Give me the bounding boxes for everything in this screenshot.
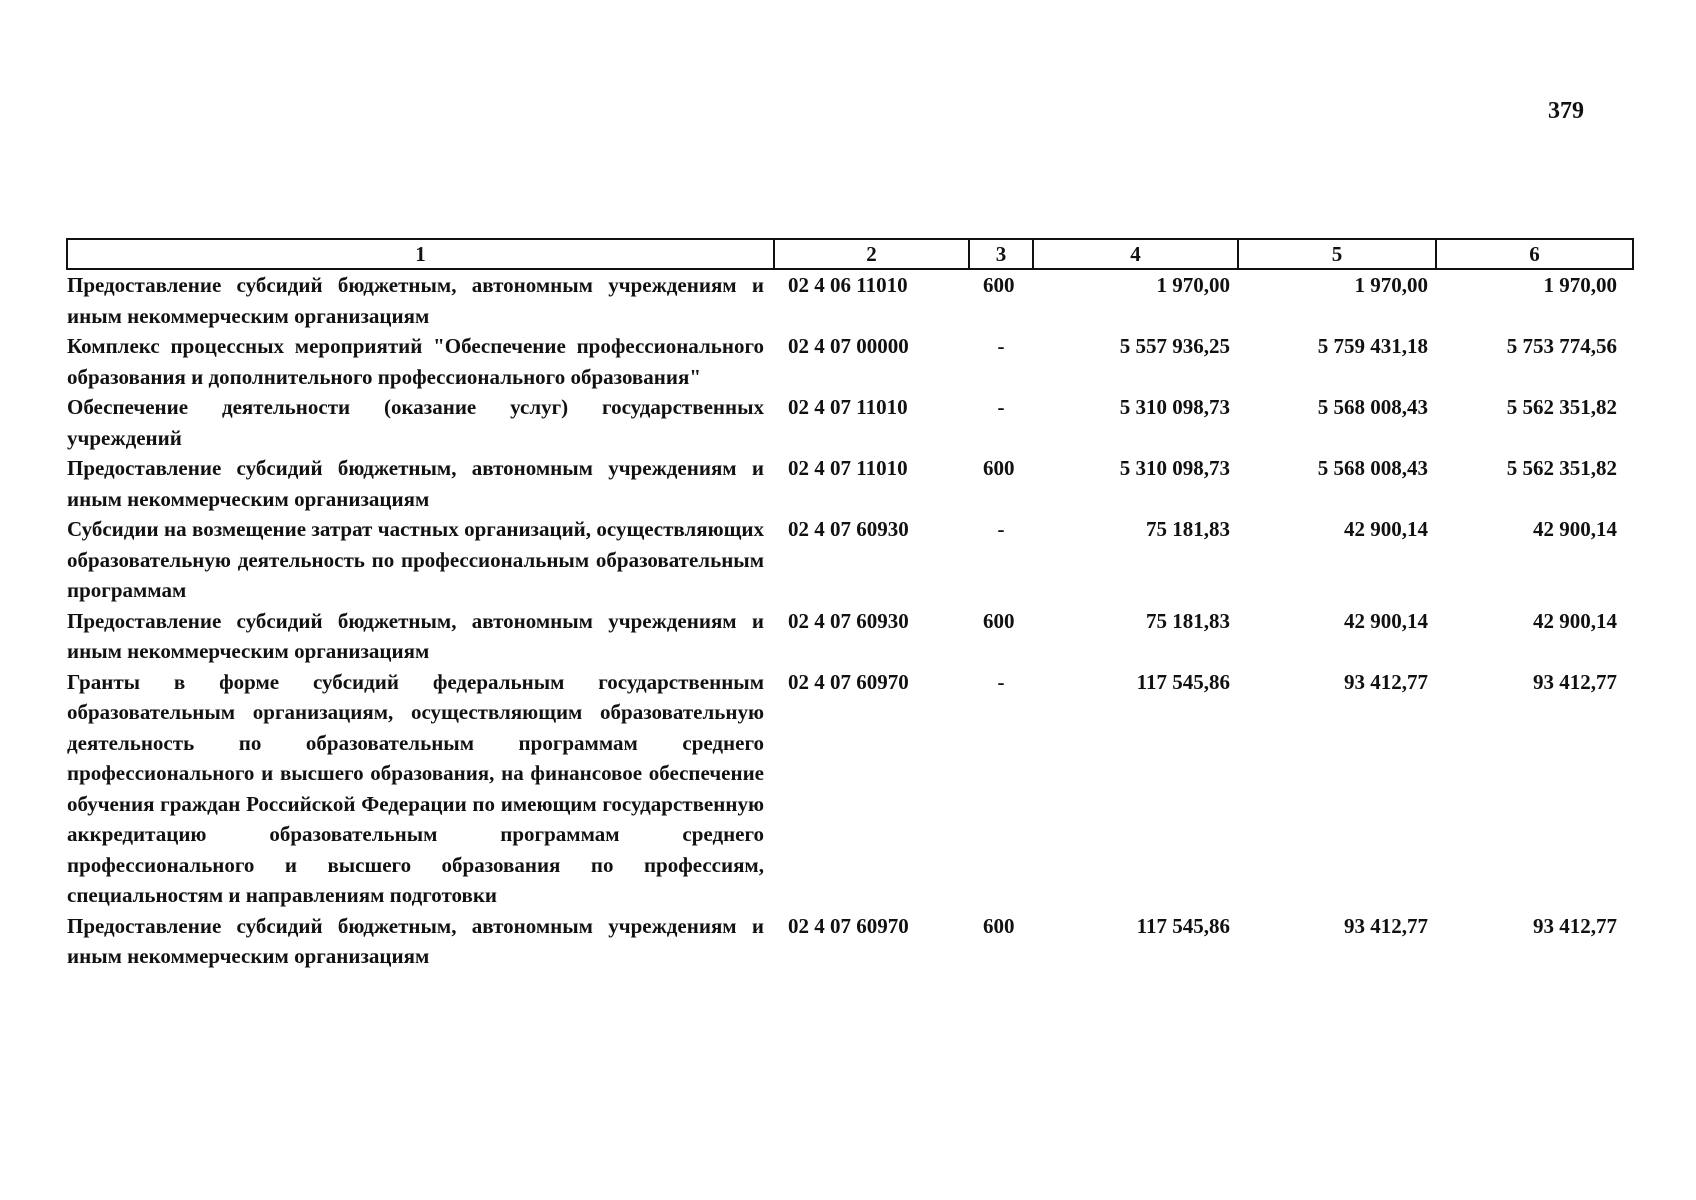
column-header: 1 <box>67 239 774 269</box>
row-value-6: 93 412,77 <box>1533 913 1617 938</box>
row-name: Обеспечение деятельности (оказание услуг) государственных учреждений <box>67 395 764 450</box>
column-header: 5 <box>1238 239 1436 269</box>
row-name: Предоставление субсидий бюджетным, автономным учреждениям и иным некоммерческим организациям <box>67 608 764 663</box>
row-type: 600 <box>983 913 1015 938</box>
row-code: 02 4 06 11010 <box>788 273 908 297</box>
page-number: 379 <box>1548 98 1584 124</box>
table-row <box>67 514 1633 606</box>
row-value-4: 75 181,83 <box>1146 608 1230 633</box>
row-value-5: 5 568 008,43 <box>1317 395 1428 419</box>
row-name: Предоставление субсидий бюджетным, автономным учреждениям и иным некоммерческим организациям <box>67 913 764 968</box>
row-value-4: 75 181,83 <box>1146 517 1230 541</box>
row-value-5: 1 970,00 <box>1354 273 1428 297</box>
row-type: 600 <box>983 608 1015 633</box>
row-name: Предоставление субсидий бюджетным, автономным учреждениям и иным некоммерческим организациям <box>67 456 764 511</box>
row-value-6: 5 753 774,56 <box>1506 334 1617 358</box>
row-type: - <box>997 669 1005 694</box>
row-value-5: 42 900,14 <box>1344 608 1428 633</box>
row-code: 02 4 07 60930 <box>788 517 909 541</box>
row-code: 02 4 07 00000 <box>788 334 909 358</box>
table-row <box>67 911 1633 972</box>
column-header: 2 <box>774 239 969 269</box>
row-code: 02 4 07 60970 <box>788 669 909 694</box>
row-type: 600 <box>983 456 1015 480</box>
row-value-6: 42 900,14 <box>1533 517 1617 541</box>
table-row <box>67 606 1633 667</box>
table-row <box>67 269 1633 331</box>
row-value-4: 5 310 098,73 <box>1119 395 1230 419</box>
column-header: 4 <box>1033 239 1238 269</box>
row-type: - <box>997 334 1005 358</box>
row-value-4: 117 545,86 <box>1136 913 1230 938</box>
row-name: Гранты в форме субсидий федеральным государственным образовательным организациям, осуществляющим образовательную деятельность по образовательным программам среднего профессионального и высшего образования, на финансовое обеспечение обучения граждан Российской Федерации по имеющим государственную аккредитацию образовательным программам среднего профессионального и высшего образования по профессиям, специальностям и направлениям подготовки <box>67 669 764 907</box>
row-code: 02 4 07 11010 <box>788 456 908 480</box>
row-type: - <box>997 395 1005 419</box>
row-name: Комплекс процессных мероприятий "Обеспечение профессионального образования и дополнительного профессионального образования" <box>67 334 764 389</box>
table-row <box>67 331 1633 392</box>
row-value-5: 93 412,77 <box>1344 669 1428 694</box>
row-value-6: 5 562 351,82 <box>1506 395 1617 419</box>
row-type: 600 <box>983 273 1015 297</box>
column-header: 6 <box>1436 239 1633 269</box>
table-row <box>67 667 1633 911</box>
row-value-4: 5 557 936,25 <box>1119 334 1230 358</box>
budget-table <box>66 238 1634 972</box>
row-value-5: 93 412,77 <box>1344 913 1428 938</box>
row-code: 02 4 07 60970 <box>788 913 909 938</box>
table-row <box>67 453 1633 514</box>
row-value-4: 117 545,86 <box>1136 669 1230 694</box>
row-code: 02 4 07 60930 <box>788 608 909 633</box>
row-code: 02 4 07 11010 <box>788 395 908 419</box>
row-value-6: 42 900,14 <box>1533 608 1617 633</box>
row-value-6: 93 412,77 <box>1533 669 1617 694</box>
row-value-5: 42 900,14 <box>1344 517 1428 541</box>
row-value-5: 5 568 008,43 <box>1317 456 1428 480</box>
column-header: 3 <box>969 239 1033 269</box>
table-header-row <box>67 239 1633 269</box>
row-name: Предоставление субсидий бюджетным, автономным учреждениям и иным некоммерческим организациям <box>67 273 764 328</box>
row-value-4: 1 970,00 <box>1156 273 1230 297</box>
row-type: - <box>997 517 1005 541</box>
row-name: Субсидии на возмещение затрат частных организаций, осуществляющих образовательную деятельность по профессиональным образовательным программам <box>67 517 764 602</box>
row-value-5: 5 759 431,18 <box>1317 334 1428 358</box>
row-value-6: 1 970,00 <box>1543 273 1617 297</box>
table-row <box>67 392 1633 453</box>
row-value-4: 5 310 098,73 <box>1119 456 1230 480</box>
row-value-6: 5 562 351,82 <box>1506 456 1617 480</box>
